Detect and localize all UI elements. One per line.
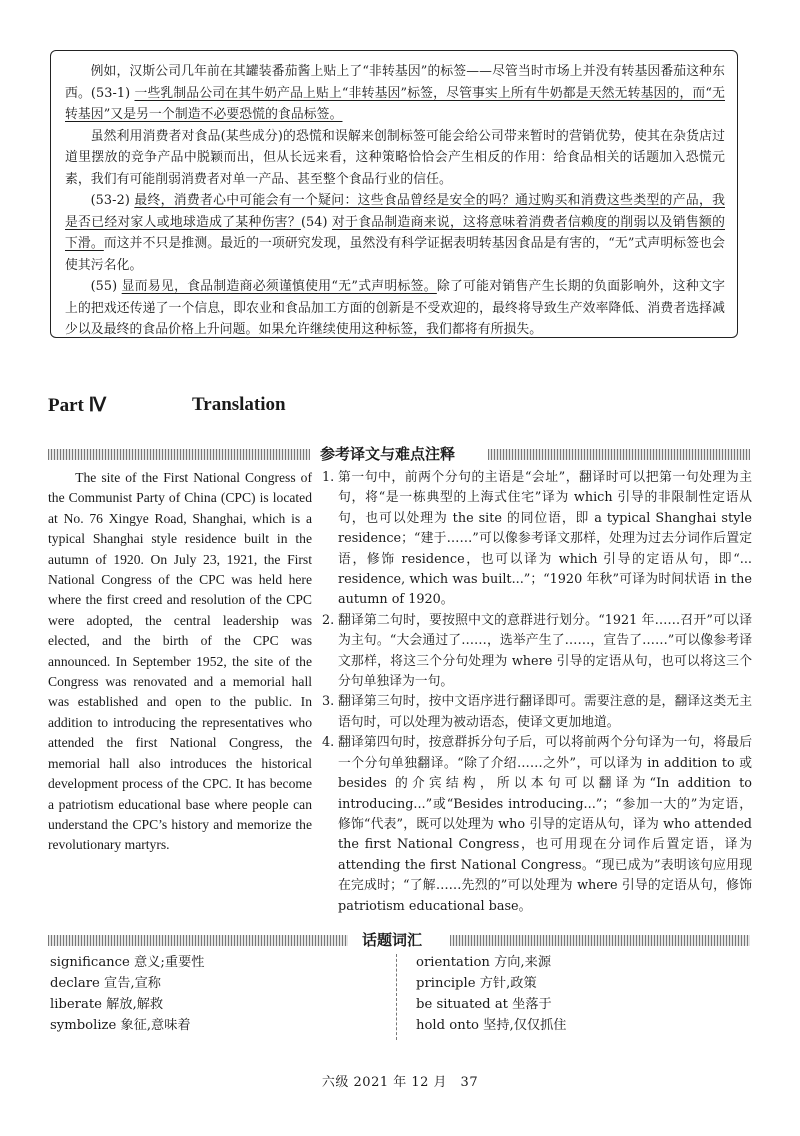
- vocab-item: declare 宣告,宣称: [50, 976, 161, 991]
- section-header-bar: [48, 446, 750, 462]
- section-header-label: 参考译文与难点注释: [320, 445, 456, 463]
- vocab-header-label: 话题词汇: [362, 931, 423, 949]
- vocab-item: principle 方针,政策: [416, 976, 537, 991]
- underlined-sentence-54: 对于食品制造商来说，这将意味着消费者信赖度的削弱以及销售额的下滑。: [65, 214, 725, 251]
- part-title: Translation: [192, 394, 286, 415]
- passage-paragraph-3: (53-2) 最终，消费者心中可能会有一个疑问：这些食品曾经是安全的吗？通过购买和消费这些类型的产品，我是否已经对家人或地球造成了某种伤害？(54) 对于食品制造商来说，这将意味着消费者信赖度的削弱以及销售额的下滑。而这并不只是推测。最近的一项研究发现，虽然没有科学证据表明转基因食品是有害的，“无”式声明标签也会使其污名化。: [65, 193, 725, 273]
- passage-paragraph-1: 例如，汉斯公司几年前在其罐装番茄酱上贴上了“非转基因”的标签——尽管当时市场上并没有转基因番茄这种东西。(53-1) 一些乳制品公司在其牛奶产品上贴上“非转基因”标签，尽管事实上所有牛奶都是天然无转基因的，而“无转基因”又是另一个制造不必要恐慌的食品标签。: [65, 64, 725, 122]
- underlined-sentence-55: 显而易见，食品制造商必须谨慎使用“无”式声明标签。: [121, 279, 437, 294]
- underlined-sentence-53-1: 一些乳制品公司在其牛奶产品上贴上“非转基因”标签，尽管事实上所有牛奶都是天然无转基因的，而“无转基因”又是另一个制造不必要恐慌的食品标签。: [65, 85, 725, 122]
- note-item: 4. 翻译第四句时，按意群拆分句子后，可以将前两个分句译为一句，将最后一个分句单独翻译。“除了介绍……之外”，可以译为 in addition to 或 besides 的介宾结构，所以本句可以翻译为“In addition to introducing...”或“Besides introducing...”；“参加一大的”为定语，修饰“代表”，既可以处理为 who 引导的定语从句，译为 who attended the first National Congress，也可用现在分词作后置定语，译为 attending the first National Congress。“现已成为”表明该句应用现在完成时；“了解……先烈的”可以处理为 where 引导的定语从句，修饰 patriotism educational base。: [322, 735, 752, 914]
- note-item: 2. 翻译第二句时，要按照中文的意群进行划分。“1921 年……召开”可以译为主句。“大会通过了……，选举产生了……，宣告了……”可以像参考译文那样，将这三个分句处理为 where 引导的定语从句，也可以将这三个分句单独译为一句。: [322, 612, 752, 690]
- vocab-item: orientation 方向,来源: [416, 955, 552, 970]
- vocab-list-right: [416, 952, 566, 1036]
- vocab-divider: [396, 954, 397, 1040]
- page-footer: 六级 2021 年 12 月 37: [321, 1075, 479, 1090]
- vocab-item: significance 意义;重要性: [50, 955, 205, 970]
- vocab-item: liberate 解放,解救: [50, 997, 164, 1012]
- hatch-right: [488, 449, 750, 460]
- hatch-left: [48, 449, 310, 460]
- part-label: Part Ⅳ: [48, 395, 107, 416]
- note-item: 1. 第一句中，前两个分句的主语是“会址”，翻译时可以把第一句处理为主句，将“是一栋典型的上海式住宅”译为 which 引导的非限制性定语从句，也可以处理为 the site 的同位语，即 a typical Shanghai style residence；“建于……”可以像参考译文那样，处理为过去分词作后置定语，修饰 residence，也可以译为 which 引导的定语从句，即“... residence, which was built...”；“1920 年秋”可译为时间状语 in the autumn of 1920。: [322, 470, 752, 608]
- vocab-item: hold onto 坚持,仅仅抓住: [416, 1018, 567, 1033]
- notes-column: [322, 468, 752, 917]
- vocab-list-left: [50, 952, 204, 1036]
- reference-translation: [48, 468, 312, 856]
- vocab-item: symbolize 象征,意味着: [50, 1018, 191, 1033]
- vocab-item: be situated at 坐落于: [416, 997, 552, 1012]
- vocab-header-bar: [48, 932, 750, 948]
- underlined-sentence-53-2: 最终，消费者心中可能会有一个疑问：这些食品曾经是安全的吗？通过购买和消费这些类型的产品，我是否已经对家人或地球造成了某种伤害？: [65, 193, 725, 230]
- reading-passage-box: [50, 50, 738, 338]
- passage-paragraph-4: (55) 显而易见，食品制造商必须谨慎使用“无”式声明标签。除了可能对销售产生长期的负面影响外，这种文字上的把戏还传递了一个信息，即农业和食品加工方面的创新是不受欢迎的，最终将导致生产效率降低、消费者选择减少以及最终的食品价格上升问题。如果允许继续使用这种标签，我们都将有所损失。: [65, 279, 726, 337]
- note-item: 3. 翻译第三句时，按中文语序进行翻译即可。需要注意的是，翻译这类无主语句时，可以处理为被动语态，使译文更加地道。: [322, 694, 752, 730]
- hatch-right: [450, 935, 750, 946]
- passage-paragraph-2: 虽然利用消费者对食品(某些成分)的恐慌和误解来创制标签可能会给公司带来暂时的营销优势，使其在杂货店过道里摆放的竞争产品中脱颖而出，但从长远来看，这种策略恰恰会产生相反的作用：给食品相关的话题加入恐慌元素，我们有可能削弱消费者对单一产品、甚至整个食品行业的信任。: [65, 128, 725, 187]
- translation-text: The site of the First National Congress of the Communist Party of China (CPC) is located at No. 76 Xingye Road, Shanghai, which is a typical Shanghai style residence built in the autumn of 1920. On July 23, 1921, the First National Congress of the CPC was held here where the first creed and resolution of the CPC were adopted, the central leadership was elected, and the birth of the CPC was announced. In September 1952, the site of the Congress was renovated and a memorial hall was established and open to the public. In addition to introducing the representatives who attended the first National Congress, the memorial hall also introduces the historical development process of the CPC. It has become a patriotism educational base where people can understand the CPC’s history and memorize the revolutionary martyrs.: [48, 470, 312, 853]
- part-heading: [48, 394, 286, 417]
- hatch-left: [48, 935, 348, 946]
